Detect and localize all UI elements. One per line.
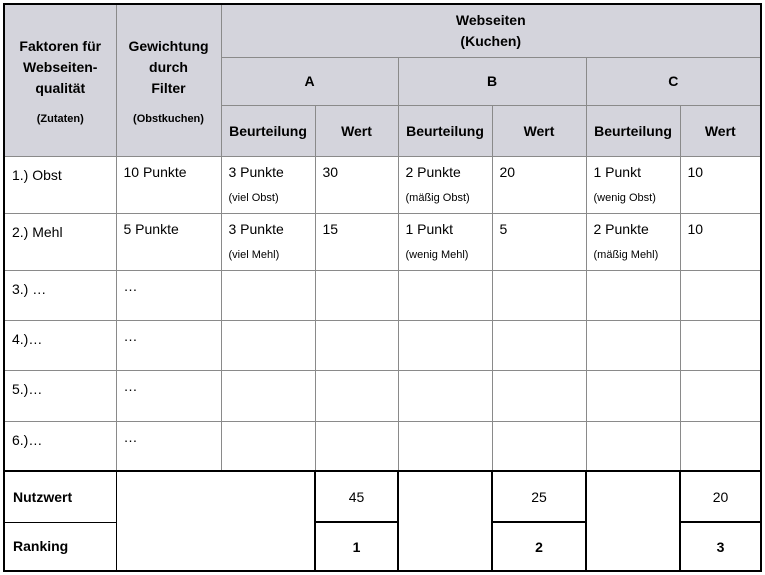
weight-label: … xyxy=(123,428,138,445)
utility-value-c: 20 xyxy=(680,471,761,522)
utility-value-a: 45 xyxy=(315,471,398,522)
rating-note: (mäßig Obst) xyxy=(405,191,470,204)
rating-cell xyxy=(221,156,315,213)
value-label: 20 xyxy=(499,163,516,180)
weight-label: … xyxy=(123,377,138,394)
weight-cell xyxy=(116,320,221,370)
header-websites-line2: (Kuchen) xyxy=(460,32,522,49)
header-factors-sub: (Zutaten) xyxy=(36,112,84,125)
rating-label: 3 Punkte xyxy=(228,163,284,180)
rank-b: 2 xyxy=(492,522,586,571)
factor-label: 4.)… xyxy=(12,330,43,347)
rating-note: (wenig Mehl) xyxy=(405,248,469,261)
factor-label: 2.) Mehl xyxy=(12,223,63,240)
weight-cell xyxy=(116,370,221,421)
value-cell xyxy=(680,156,761,213)
rating-label: 1 Punkt xyxy=(593,163,641,180)
utility-label: Nutzwert xyxy=(4,471,116,522)
weight-cell xyxy=(116,156,221,213)
header-weighting xyxy=(116,4,221,156)
factor-cell xyxy=(4,320,116,370)
value-cell xyxy=(315,213,398,270)
header-weighting-line1: Gewichtung xyxy=(128,37,209,54)
factor-cell xyxy=(4,270,116,320)
value-cell xyxy=(680,213,761,270)
rating-note: (viel Mehl) xyxy=(228,248,280,261)
rating-label: 2 Punkte xyxy=(405,163,461,180)
value-label: 10 xyxy=(687,163,704,180)
header-rating-b: Beurteilung xyxy=(398,105,492,156)
rating-note: (mäßig Mehl) xyxy=(593,248,659,261)
utility-analysis-table xyxy=(3,3,762,572)
weight-cell xyxy=(116,213,221,270)
value-label: 5 xyxy=(499,220,508,237)
factor-label: 1.) Obst xyxy=(12,166,62,183)
rating-cell xyxy=(221,213,315,270)
table-row xyxy=(4,270,761,320)
weight-label: … xyxy=(123,277,138,294)
factor-cell xyxy=(4,370,116,421)
rating-cell xyxy=(398,156,492,213)
header-rating-a: Beurteilung xyxy=(221,105,315,156)
rank-c: 3 xyxy=(680,522,761,571)
factor-label: 6.)… xyxy=(12,431,43,448)
header-websites xyxy=(221,4,761,57)
table-row xyxy=(4,370,761,421)
ranking-label: Ranking xyxy=(4,522,116,571)
header-websites-line1: Webseiten xyxy=(455,11,526,28)
rating-note: (wenig Obst) xyxy=(593,191,656,204)
footer-blank xyxy=(398,471,492,571)
weight-cell xyxy=(116,421,221,471)
header-rating-c: Beurteilung xyxy=(586,105,680,156)
header-value-c: Wert xyxy=(680,105,761,156)
factor-label: 3.) … xyxy=(12,280,47,297)
header-weighting-sub: (Obstkuchen) xyxy=(133,112,204,125)
rating-cell xyxy=(586,213,680,270)
header-site-c: C xyxy=(586,57,761,105)
rating-cell xyxy=(398,213,492,270)
rating-label: 3 Punkte xyxy=(228,220,284,237)
rating-label: 1 Punkt xyxy=(405,220,453,237)
rating-label: 2 Punkte xyxy=(593,220,649,237)
header-factors xyxy=(4,4,116,156)
value-label: 10 xyxy=(687,220,704,237)
header-value-b: Wert xyxy=(492,105,586,156)
factor-label: 5.)… xyxy=(12,380,43,397)
table-row xyxy=(4,421,761,471)
header-factors-line2: Webseiten- xyxy=(23,58,98,75)
value-cell xyxy=(315,156,398,213)
factor-cell xyxy=(4,213,116,270)
rating-note: (viel Obst) xyxy=(228,191,279,204)
weight-cell xyxy=(116,270,221,320)
header-weighting-line3: Filter xyxy=(151,79,186,96)
value-cell xyxy=(492,156,586,213)
weight-label: 10 Punkte xyxy=(123,163,187,180)
weight-label: 5 Punkte xyxy=(123,220,179,237)
table-row xyxy=(4,320,761,370)
value-label: 30 xyxy=(322,163,339,180)
footer-blank xyxy=(116,471,315,571)
rank-a: 1 xyxy=(315,522,398,571)
header-weighting-line2: durch xyxy=(149,58,188,75)
value-label: 15 xyxy=(322,220,339,237)
header-site-a: A xyxy=(221,57,398,105)
factor-cell xyxy=(4,156,116,213)
header-site-b: B xyxy=(398,57,586,105)
value-cell xyxy=(492,213,586,270)
header-factors-line1: Faktoren für xyxy=(19,37,102,54)
header-factors-line3: qualität xyxy=(35,79,86,96)
table-row xyxy=(4,156,761,213)
header-value-a: Wert xyxy=(315,105,398,156)
table-row xyxy=(4,213,761,270)
utility-value-b: 25 xyxy=(492,471,586,522)
weight-label: … xyxy=(123,327,138,344)
rating-cell xyxy=(586,156,680,213)
footer-blank xyxy=(586,471,680,571)
factor-cell xyxy=(4,421,116,471)
